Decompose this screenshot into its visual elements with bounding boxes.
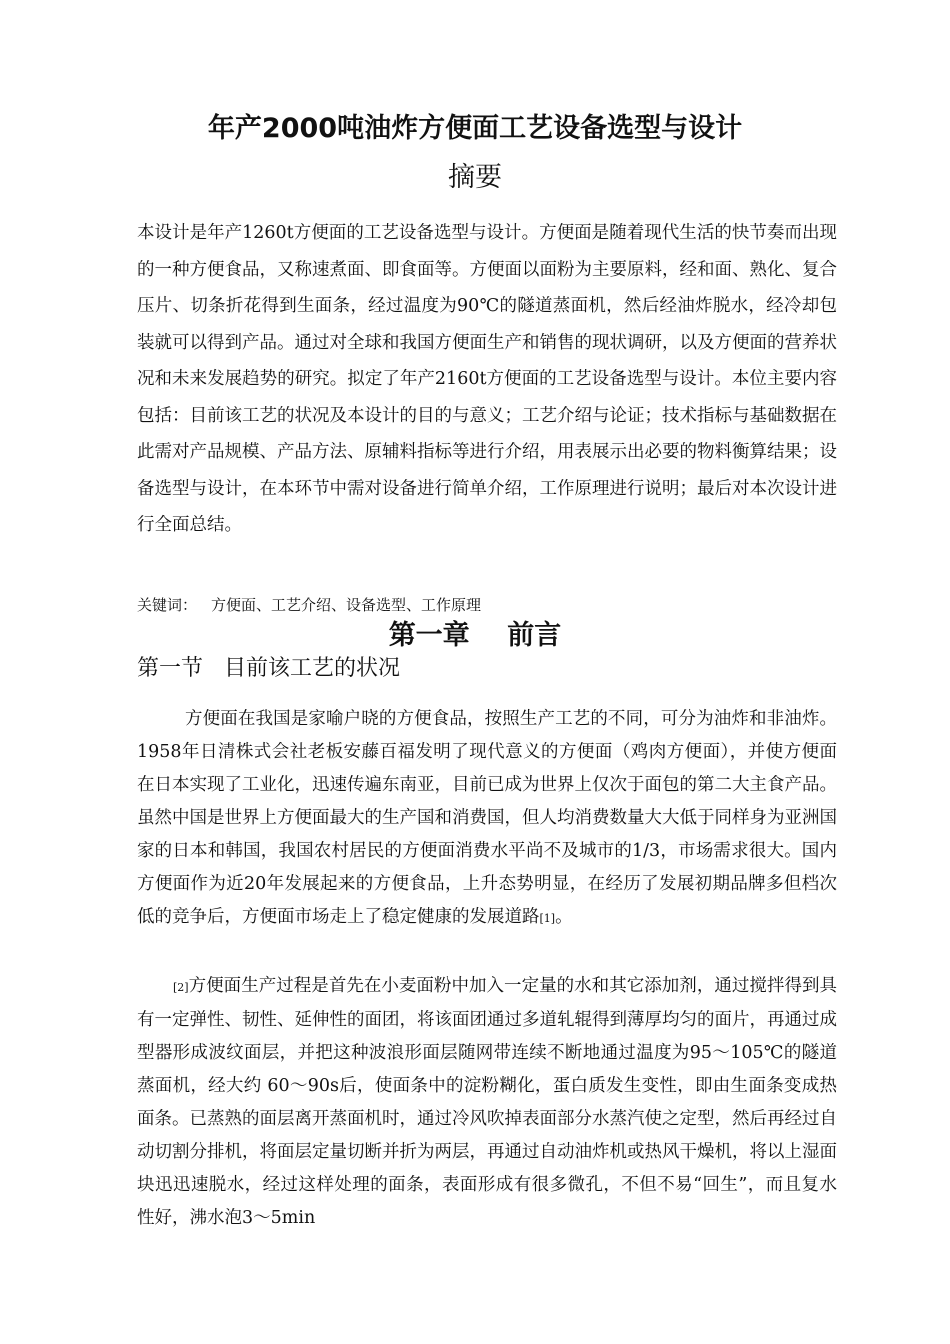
abstract-heading: 摘要 bbox=[448, 162, 502, 193]
citation-ref-2: [2] bbox=[173, 981, 189, 994]
keywords-text: 方便面、工艺介绍、设备选型、工作原理 bbox=[211, 596, 482, 614]
chapter-heading: 第一章 前言 bbox=[388, 620, 562, 651]
keywords-line bbox=[137, 592, 837, 618]
citation-ref-1: [1] bbox=[539, 912, 556, 925]
section-heading: 第一节 目前该工艺的状况 bbox=[137, 656, 400, 681]
body-paragraph-1 bbox=[137, 703, 837, 935]
paragraph-2-text: 方便面生产过程是首先在小麦面粉中加入一定量的水和其它添加剂，通过搅拌得到具有一定弹性、韧性、延伸性的面团，将该面团通过多道轧辊得到薄厚均匀的面片，再通过成型器形成波纹面层，并把这种波浪形面层随网带连续不断地通过温度为95～105℃的隧道蒸面机，经大约 60～90s后，使面条中的淀粉糊化，蛋白质发生变性，即由生面条变成热面条。已蒸熟的面层离开蒸面机时，通过冷风吹掉表面部分水蒸汽使之定型，然后再经过自动切割分排机，将面层定量切断并折为两层，再通过自动油炸机或热风干燥机，将以上湿面块迅迅速脱水，经过这样处理的面条，表面形成有很多微孔，不但不易“回生”，而且复水性好，沸水泡3～5min bbox=[137, 976, 837, 1228]
document-title: 年产2000吨油炸方便面工艺设备选型与设计 bbox=[207, 113, 743, 144]
paragraph-1-text: 方便面在我国是家喻户晓的方便食品，按照生产工艺的不同，可分为油炸和非油炸。1958年日清株式会社老板安藤百福发明了现代意义的方便面（鸡肉方便面），并使方便面在日本实现了工业化，迅速传遍东南亚，目前已成为世界上仅次于面包的第二大主食产品。虽然中国是世界上方便面最大的生产国和消费国，但人均消费数量大大低于同样身为亚洲国家的日本和韩国，我国农村居民的方便面消费水平尚不及城市的1/3，市场需求很大。国内方便面作为近20年发展起来的方便食品，上升态势明显，在经历了发展初期品牌多但档次低的竞争后，方便面市场走上了稳定健康的发展道路 bbox=[137, 709, 837, 927]
body-paragraph-2 bbox=[137, 970, 837, 1235]
keywords-label: 关键词： bbox=[137, 596, 198, 614]
paragraph-1-end: 。 bbox=[555, 907, 573, 927]
abstract-paragraph: 本设计是年产1260t方便面的工艺设备选型与设计。方便面是随着现代生活的快节奏而出现的一种方便食品，又称速煮面、即食面等。方便面以面粉为主要原料，经和面、熟化、复合压片、切条折花得到生面条，经过温度为90℃的隧道蒸面机，然后经油炸脱水，经冷却包装就可以得到产品。通过对全球和我国方便面生产和销售的现状调研，以及方便面的营养状况和未来发展趋势的研究。拟定了年产2160t方便面的工艺设备选型与设计。本位主要内容包括：目前该工艺的状况及本设计的目的与意义；工艺介绍与论证；技术指标与基础数据在此需对产品规模、产品方法、原辅料指标等进行介绍，用表展示出必要的物料衡算结果；设备选型与设计，在本环节中需对设备进行简单介绍，工作原理进行说明；最后对本次设计进行全面总结。 bbox=[137, 223, 837, 535]
